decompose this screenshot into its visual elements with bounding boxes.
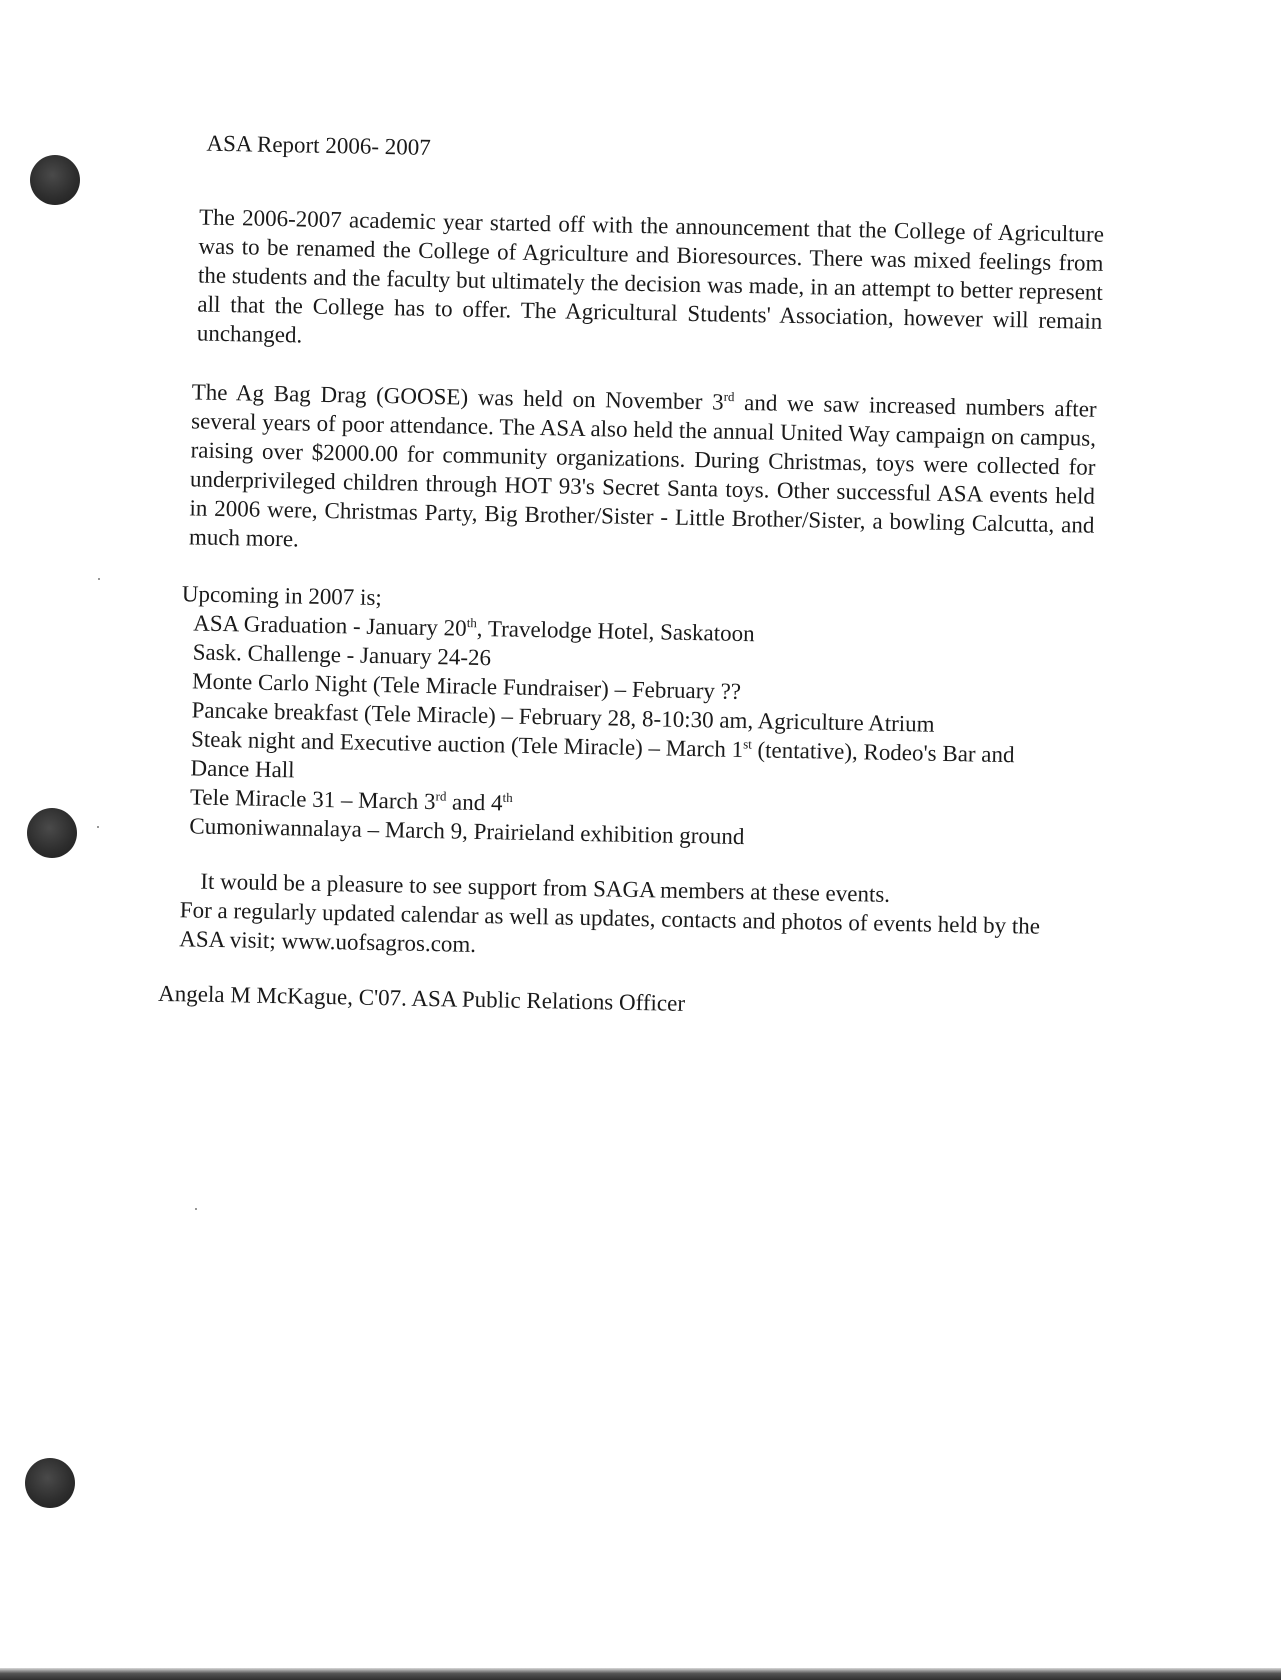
superscript: rd (435, 788, 447, 804)
punch-hole-bottom (25, 1458, 75, 1508)
upcoming-heading: Upcoming in 2007 is; (181, 581, 383, 611)
scan-speck (195, 1208, 197, 1210)
event-text-cont: (tentative), Rodeo's Bar and Dance Hall (190, 737, 1015, 783)
document-body (158, 118, 1115, 1026)
closing-line-support: It would be a pleasure to see support from SAGA members at these events. (200, 868, 891, 907)
event-text: ASA Graduation - January 20 (193, 610, 467, 641)
punch-hole-middle (27, 808, 77, 858)
signature-line: Angela M McKague, C'07. ASA Public Relations Officer (157, 980, 686, 1016)
event-text: Tele Miracle 31 – March 3 (189, 784, 436, 815)
event-text: Pancake breakfast (Tele Miracle) – February 28, 8-10:30 am, Agriculture Atrium (191, 697, 935, 737)
event-text: Steak night and Executive auction (Tele Miracle) – March 1 (190, 726, 744, 763)
event-text: Monte Carlo Night (Tele Miracle Fundraiser) – February ?? (191, 668, 742, 704)
punch-hole-top (30, 155, 80, 205)
event-text-cont: , Travelodge Hotel, Saskatoon (476, 615, 755, 647)
superscript: rd (723, 388, 735, 405)
scan-speck (98, 578, 100, 580)
superscript: th (502, 789, 513, 805)
closing-paragraph (179, 866, 1081, 970)
scan-bottom-edge (0, 1668, 1281, 1680)
paragraph-events-2006 (189, 377, 1097, 568)
paragraph-events-2006-text-cont: and we saw increased numbers after several years of poor attendance. The ASA also held the annual United Way campaign on campus, raising over $2000.00 for community organizations. During Christmas, toys were collected for underprivileged children through HOT 93's Secret Santa toys. Other successful ASA events held in 2006 were, Christmas Party, Big Brother/Sister - Little Brother/Sister, a bowling Calcutta, and much more. (188, 389, 1097, 552)
superscript: st (743, 736, 753, 752)
closing-line-website: For a regularly updated calendar as well as updates, contacts and photos of events held by the ASA visit; www.uofsagros.com. (179, 897, 1041, 957)
paragraph-events-2006-text: The Ag Bag Drag (GOOSE) was held on November 3 (191, 379, 724, 415)
event-text-cont: and 4 (446, 789, 503, 816)
superscript: th (466, 615, 478, 631)
event-text: Sask. Challenge - January 24-26 (192, 639, 492, 671)
scan-speck (97, 826, 99, 828)
event-text: Cumoniwannalaya – March 9, Prairieland exhibition ground (189, 813, 745, 850)
paragraph-college-rename: The 2006-2007 academic year started off with the announcement that the College of Agriculture was to be renamed the College of Agriculture and Bioresources. There was mixed feelings from the students and the faculty but ultimately the decision was made, in an attempt to better represent all that the College has to offer. The Agricultural Students' Association, however will remain unchanged. (196, 204, 1105, 348)
document-title: ASA Report 2006- 2007 (206, 130, 431, 160)
upcoming-events-list (161, 608, 1073, 857)
